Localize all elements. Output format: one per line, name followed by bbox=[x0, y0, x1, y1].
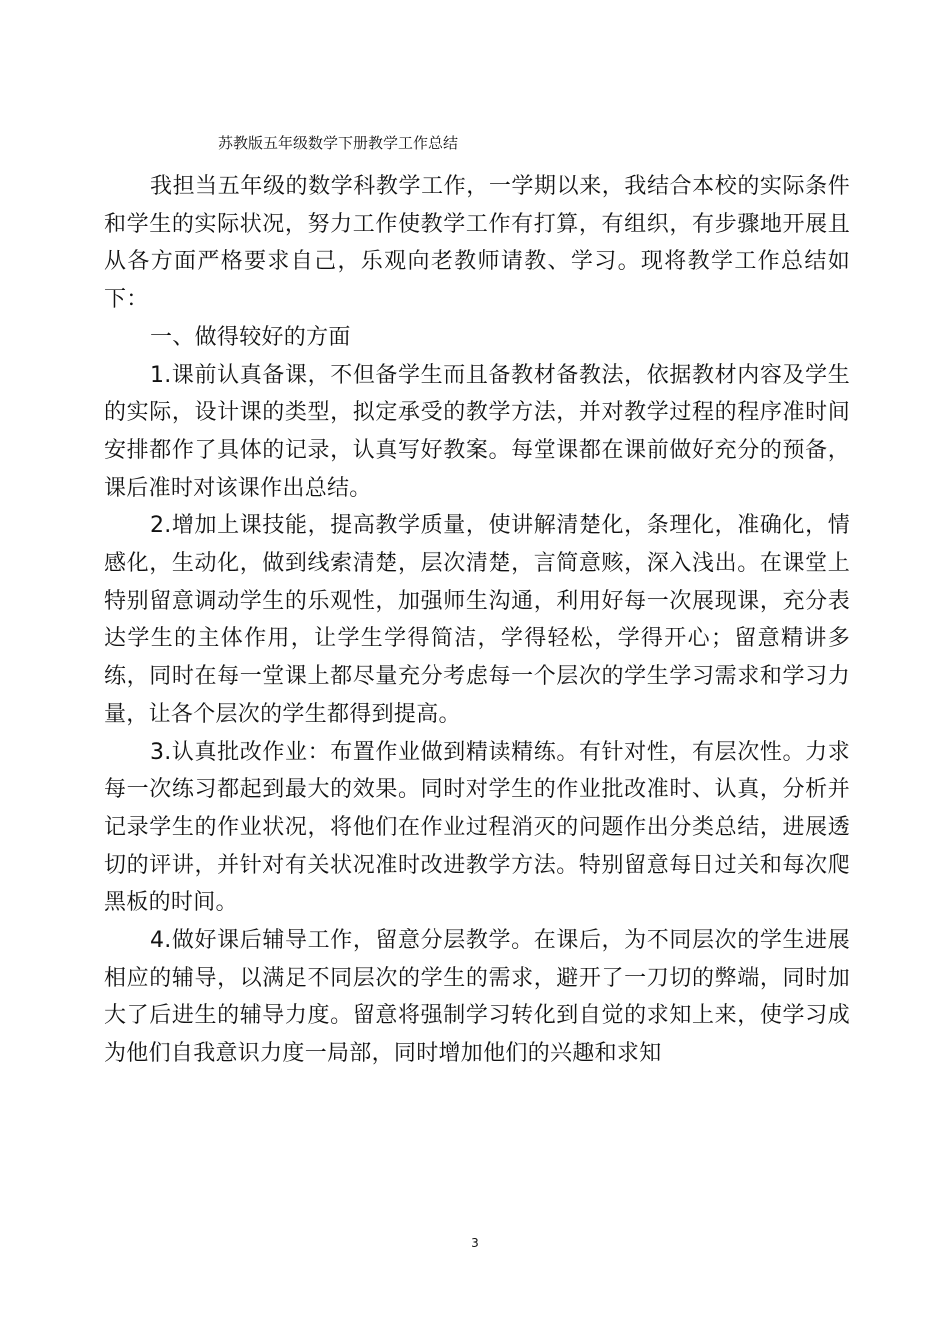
page-number: 3 bbox=[471, 1236, 479, 1250]
paragraph-item-3: 3.认真批改作业：布置作业做到精读精练。有针对性，有层次性。力求每一次练习都起到最大的效果。同时对学生的作业批改准时、认真，分析并记录学生的作业状况，将他们在作业过程消灭的问题作出分类总结，进展透切的评讲，并针对有关状况准时改进教学方法。特别留意每日过关和每次爬黑板的时间。 bbox=[104, 739, 850, 916]
document-body bbox=[104, 168, 850, 1073]
paragraph-item-4: 4.做好课后辅导工作，留意分层教学。在课后，为不同层次的学生进展相应的辅导，以满足不同层次的学生的需求，避开了一刀切的弊端，同时加大了后进生的辅导力度。留意将强制学习转化到自觉的求知上来，使学习成为他们自我意识力度一局部，同时增加他们的兴趣和求知 bbox=[104, 928, 850, 1067]
paragraph-item-2: 2.增加上课技能，提高教学质量，使讲解清楚化，条理化，准确化，情感化，生动化，做到线索清楚，层次清楚，言简意赅，深入浅出。在课堂上特别留意调动学生的乐观性，加强师生沟通，利用好每一次展现课，充分表达学生的主体作用，让学生学得简洁，学得轻松，学得开心；留意精讲多练，同时在每一堂课上都尽量充分考虑每一个层次的学生学习需求和学习力量，让各个层次的学生都得到提高。 bbox=[104, 513, 850, 727]
paragraph-intro: 我担当五年级的数学科教学工作，一学期以来，我结合本校的实际条件和学生的实际状况，努力工作使教学工作有打算，有组织，有步骤地开展且从各方面严格要求自己，乐观向老教师请教、学习。现将教学工作总结如下： bbox=[104, 174, 850, 313]
paragraph-item-1: 1.课前认真备课，不但备学生而且备教材备教法，依据教材内容及学生的实际，设计课的类型，拟定承受的教学方法，并对教学过程的程序准时间安排都作了具体的记录，认真写好教案。每堂课都在课前做好充分的预备，课后准时对该课作出总结。 bbox=[104, 362, 850, 501]
section-heading: 一、做得较好的方面 bbox=[150, 324, 351, 350]
document-title: 苏教版五年级数学下册教学工作总结 bbox=[218, 134, 459, 152]
